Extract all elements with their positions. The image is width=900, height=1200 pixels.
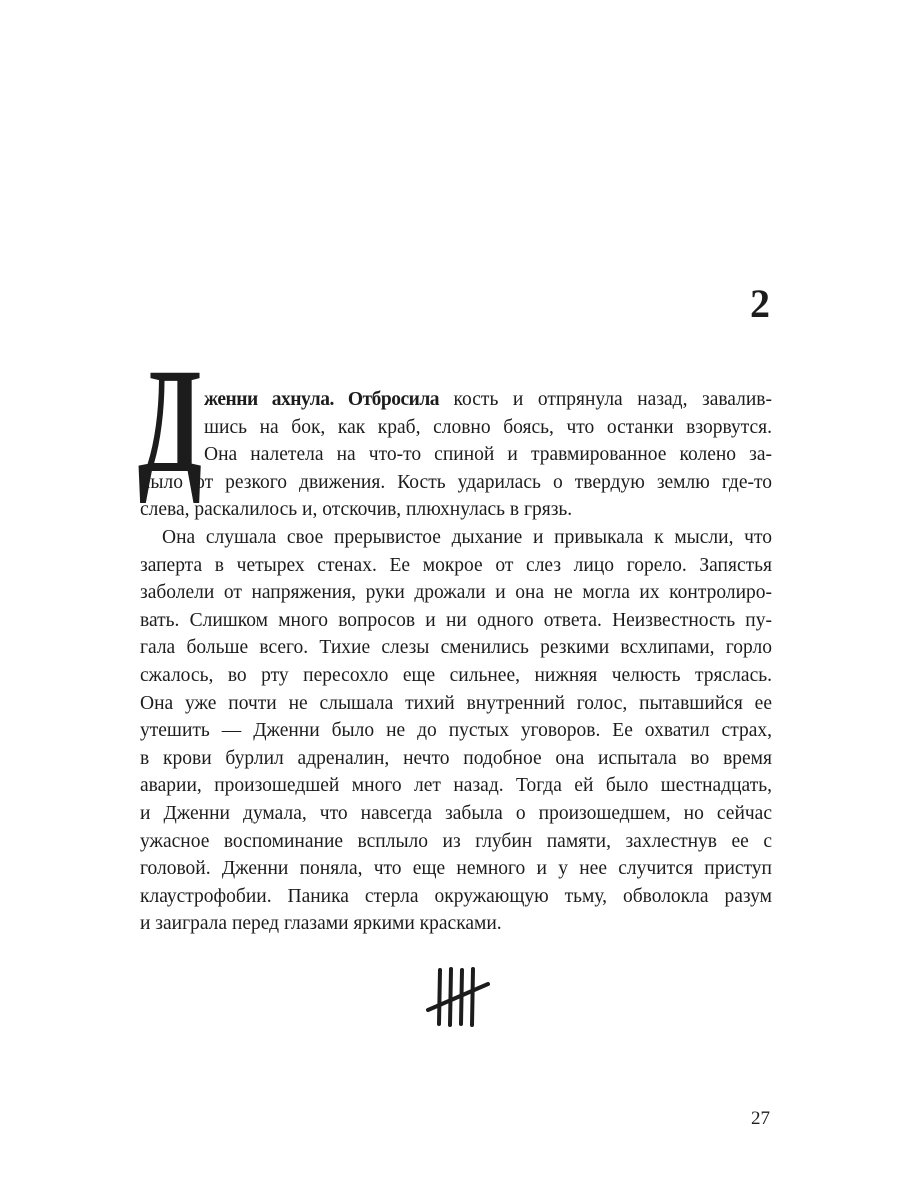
- text-line: Она налетела на что-то спиной и травмированное колено за-: [204, 444, 772, 466]
- text-line: вать. Слишком много вопросов и ни одного ответа. Неизвестность пу-: [140, 609, 772, 631]
- text-line: слева, раскалилось и, отскочив, плюхнулась в грязь.: [140, 499, 573, 521]
- drop-cap: Д: [138, 338, 202, 504]
- text-line: [140, 386, 772, 414]
- text-line: заперта в четырех стенах. Ее мокрое от слез лицо горело. Запястья: [140, 554, 772, 576]
- chapter-number: 2: [750, 281, 770, 326]
- body-text: [140, 386, 772, 938]
- text-line: утешить — Дженни было не до пустых уговоров. Ее охватил страх,: [140, 720, 772, 742]
- text-line: сжалось, во рту пересохло еще сильнее, нижняя челюсть тряслась.: [140, 664, 772, 686]
- text-line: гала больше всего. Тихие слезы сменились резкими всхлипами, горло: [140, 637, 772, 659]
- text-line-content: кость и отпрянула назад, завалив-: [439, 389, 772, 410]
- text-line: заболели от напряжения, руки дрожали и она не могла их контролиро-: [140, 582, 772, 604]
- tally-marks-ornament-icon: [424, 964, 494, 1035]
- text-line: и Дженни думала, что навсегда забыла о произошедшем, но сейчас: [140, 802, 772, 824]
- lead-in: женни ахнула. Отбросила: [204, 389, 440, 410]
- text-line: головой. Дженни поняла, что еще немного и у нее случится приступ: [140, 858, 772, 880]
- page-number: 27: [751, 1108, 770, 1129]
- text-line: в крови бурлил адреналин, нечто подобное она испытала во время: [140, 747, 772, 769]
- text-line: Она уже почти не слышала тихий внутренний голос, пытавшийся ее: [140, 692, 772, 714]
- text-line: ужасное воспоминание всплыло из глубин памяти, захлестнув ее с: [140, 830, 772, 852]
- text-line: шись на бок, как краб, словно боясь, что останки взорвутся.: [204, 416, 772, 438]
- text-line: аварии, произошедшей много лет назад. Тогда ей было шестнадцать,: [140, 775, 772, 797]
- text-line: клаустрофобии. Паника стерла окружающую тьму, обволокла разум: [140, 885, 772, 907]
- text-line: Она слушала свое прерывистое дыхание и привыкала к мысли, что: [162, 526, 772, 548]
- text-line: и заиграла перед глазами яркими красками.: [140, 913, 502, 935]
- text-line: ныло от резкого движения. Кость ударилась о твердую землю где-то: [140, 471, 772, 493]
